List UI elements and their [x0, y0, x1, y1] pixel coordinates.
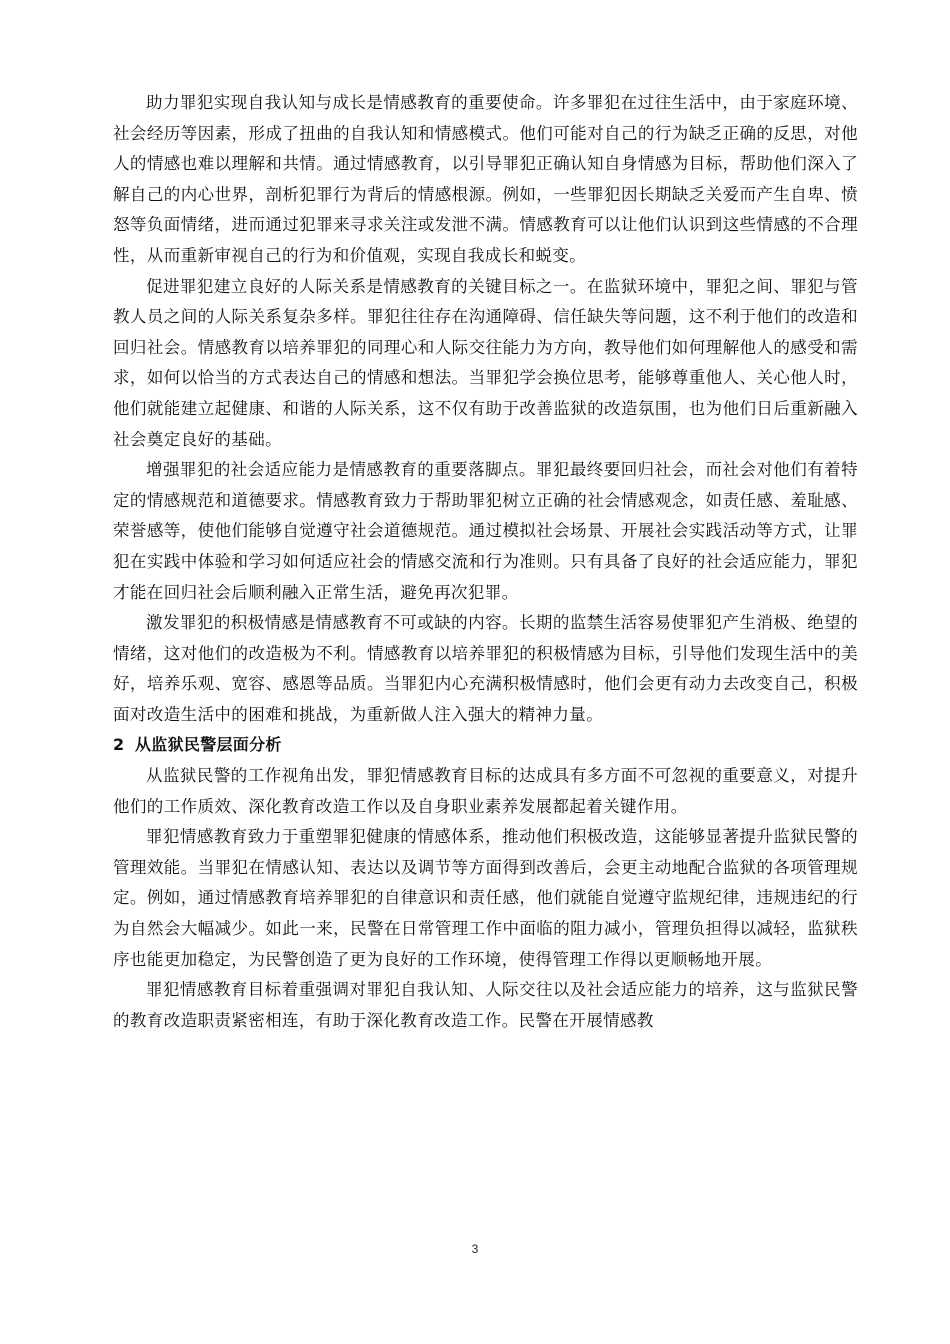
page-number: 3: [471, 1242, 479, 1256]
paragraph-positive-emotion: 激发罪犯的积极情感是情感教育不可或缺的内容。长期的监禁生活容易使罪犯产生消极、绝望的情绪，这对他们的改造极为不利。情感教育以培养罪犯的积极情感为目标，引导他们发现生活中的美好，培养乐观、宽容、感恩等品质。当罪犯内心充满积极情感时，他们会更有动力去改变自己，积极面对改造生活中的困难和挑战，为重新做人注入强大的精神力量。: [113, 613, 858, 724]
section-heading: [113, 730, 858, 761]
paragraph-police-perspective: 从监狱民警的工作视角出发，罪犯情感教育目标的达成具有多方面不可忽视的重要意义，对提升他们的工作质效、深化教育改造工作以及自身职业素养发展都起着关键作用。: [113, 766, 858, 816]
paragraph-interpersonal: 促进罪犯建立良好的人际关系是情感教育的关键目标之一。在监狱环境中，罪犯之间、罪犯与管教人员之间的人际关系复杂多样。罪犯往往存在沟通障碍、信任缺失等问题，这不利于他们的改造和回归社会。情感教育以培养罪犯的同理心和人际交往能力为方向，教导他们如何理解他人的感受和需求，如何以恰当的方式表达自己的情感和想法。当罪犯学会换位思考，能够尊重他人、关心他人时，他们就能建立起健康、和谐的人际关系，这不仅有助于改善监狱的改造氛围，也为他们日后重新融入社会奠定良好的基础。: [113, 276, 858, 449]
paragraph-self-awareness: 助力罪犯实现自我认知与成长是情感教育的重要使命。许多罪犯在过往生活中，由于家庭环境、社会经历等因素，形成了扭曲的自我认知和情感模式。他们可能对自己的行为缺乏正确的反思，对他人的情感也难以理解和共情。通过情感教育，以引导罪犯正确认知自身情感为目标，帮助他们深入了解自己的内心世界，剖析犯罪行为背后的情感根源。例如，一些罪犯因长期缺乏关爱而产生自卑、愤怒等负面情绪，进而通过犯罪来寻求关注或发泄不满。情感教育可以让他们认识到这些情感的不合理性，从而重新审视自己的行为和价值观，实现自我成长和蜕变。: [113, 93, 858, 265]
paragraph-management-efficiency: 罪犯情感教育致力于重塑罪犯健康的情感体系，推动他们积极改造，这能够显著提升监狱民警的管理效能。当罪犯在情感认知、表达以及调节等方面得到改善后，会更主动地配合监狱的各项管理规定。例如，通过情感教育培养罪犯的自律意识和责任感，他们就能自觉遵守监规纪律，违规违纪的行为自然会大幅减少。如此一来，民警在日常管理工作中面临的阻力减小，管理负担得以减轻，监狱秩序也能更加稳定，为民警创造了更为良好的工作环境，使得管理工作得以更顺畅地开展。: [113, 827, 858, 969]
section-number: 2: [113, 735, 125, 755]
paragraph-social-adaptation: 增强罪犯的社会适应能力是情感教育的重要落脚点。罪犯最终要回归社会，而社会对他们有着特定的情感规范和道德要求。情感教育致力于帮助罪犯树立正确的社会情感观念，如责任感、羞耻感、荣誉感等，使他们能够自觉遵守社会道德规范。通过模拟社会场景、开展社会实践活动等方式，让罪犯在实践中体验和学习如何适应社会的情感交流和行为准则。只有具备了良好的社会适应能力，罪犯才能在回归社会后顺利融入正常生活，避免再次犯罪。: [113, 460, 858, 602]
section-title: 从监狱民警层面分析: [135, 735, 282, 755]
document-body: [113, 88, 858, 1036]
paragraph-education-reform: 罪犯情感教育目标着重强调对罪犯自我认知、人际交往以及社会适应能力的培养，这与监狱民警的教育改造职责紧密相连，有助于深化教育改造工作。民警在开展情感教: [113, 980, 858, 1030]
